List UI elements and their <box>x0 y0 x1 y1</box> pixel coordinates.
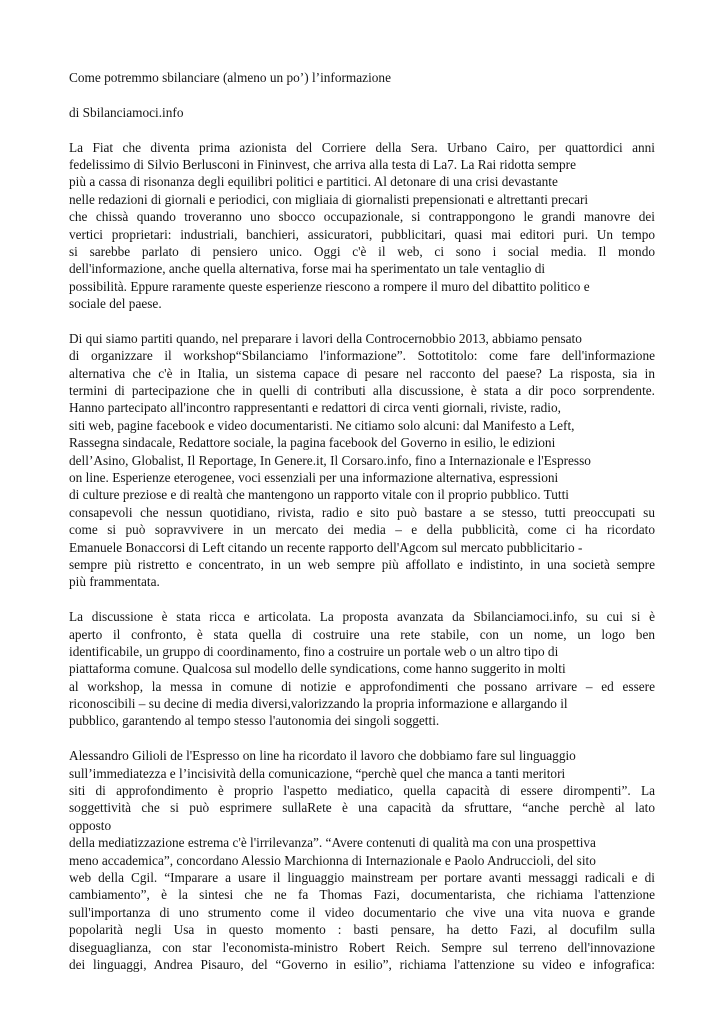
paragraph <box>69 747 655 973</box>
text-line: dell’Asino, Globalist, Il Reportage, In Genere.it, Il Corsaro.info, fino a Internazionale e l'Espresso <box>69 452 591 468</box>
text-line: dei linguaggi, Andrea Pisauro, del “Governo in esilio”, richiama l'attenzione su video e infografica: <box>69 956 655 972</box>
text-line: termini di partecipazione che in quelli di contributi alla discussione, è stata a dir poco sorprendente. <box>69 383 655 399</box>
spacer <box>69 312 655 329</box>
text-line: siti di approfondimento è proprio l'aspetto mediatico, quella capacità di essere dirompenti”. La <box>69 783 655 799</box>
text-line: Emanuele Bonaccorsi di Left citando un recente rapporto dell'Agcom sul mercato pubblicitario - <box>69 539 583 555</box>
text-line: di organizzare il workshop“Sbilanciamo l'informazione”. Sottotitolo: come fare dell'informazione <box>69 348 655 364</box>
document-body <box>69 139 655 974</box>
text-line: consapevoli che nessun quotidiano, rivista, radio e sito può bastare a se stesso, tutti preoccupati su <box>69 504 655 520</box>
spacer <box>69 86 655 103</box>
text-line: sull’immediatezza e l’incisività della comunicazione, “perchè quel che manca a tanti meritori <box>69 765 566 781</box>
paragraph <box>69 139 655 313</box>
text-line: sempre più ristretto e concentrato, in un web sempre più affollato e indistinto, in una società sempre <box>69 556 655 572</box>
text-line: riconoscibili – su decine di media diversi,valorizzando la propria informazione e allargando il <box>69 696 568 712</box>
text-line: di culture preziose e di realtà che mantengono un rapporto vitale con il proprio pubblico. Tutti <box>69 487 569 503</box>
text-line: Hanno partecipato all'incontro rappresentanti e redattori di circa venti giornali, riviste, radio, <box>69 400 561 416</box>
text-line: Rassegna sindacale, Redattore sociale, la pagina facebook del Governo in esilio, le edizioni <box>69 435 556 451</box>
text-line: più a cassa di risonanza degli equilibri politici e partitici. Al detonare di una crisi devastante <box>69 174 558 190</box>
spacer <box>69 121 655 138</box>
text-line: si sarebbe parlato di pensiero unico. Oggi c'è il web, ci sono i social media. Il mondo <box>69 243 655 259</box>
text-line: sull'importanza di uno strumento come il video documentario che vive una vita nuova e grande <box>69 904 655 920</box>
spacer <box>69 591 655 608</box>
text-line: della mediatizzazione estrema c'è l'irrilevanza”. “Avere contenuti di qualità ma con una prospettiva <box>69 835 596 851</box>
text-line: pubblico, garantendo al tempo stesso l'autonomia dei singoli soggetti. <box>69 713 440 729</box>
spacer <box>69 730 655 747</box>
text-line: sociale del paese. <box>69 296 162 312</box>
text-line: cambiamento”, è la sintesi che ne fa Thomas Fazi, documentarista, che richiama l'attenzione <box>69 887 655 903</box>
text-line: Alessandro Gilioli de l'Espresso on line ha ricordato il lavoro che dobbiamo fare sul linguaggio <box>69 748 576 764</box>
text-line: più frammentata. <box>69 574 160 590</box>
text-line: alternativa che c'è in Italia, un sistema capace di pesare nel racconto del paese? La risposta, sia in <box>69 365 655 381</box>
text-line: fedelissimo di Silvio Berlusconi in Fininvest, che arriva alla testa di La7. La Rai ridotta sempre <box>69 156 577 172</box>
text-line: dell'informazione, anche quella alternativa, forse mai ha sperimentato un tale ventaglio di <box>69 261 546 277</box>
text-line: La Fiat che diventa prima azionista del Corriere della Sera. Urbano Cairo, per quattordici anni <box>69 139 655 155</box>
paragraph <box>69 330 655 591</box>
text-line: soggettività che si può esprimere sullaRete è una capacità da sfruttare, “anche perchè al lato <box>69 800 655 816</box>
document-title: Come potremmo sbilanciare (almeno un po’) l’informazione <box>69 70 391 85</box>
text-line: web della Cgil. “Imparare a usare il linguaggio mainstream per portare avanti messaggi radicali e di <box>69 869 655 885</box>
text-line: come si può sopravvivere in un mercato dei media – e della pubblicità, come ci ha ricordato <box>69 522 655 538</box>
text-line: piattaforma comune. Qualcosa sul modello delle syndications, come hanno suggerito in molti <box>69 661 566 677</box>
text-line: possibilità. Eppure raramente queste esperienze riescono a rompere il muro del dibattito politico e <box>69 278 590 294</box>
text-line: diseguaglianza, con star l'economista-ministro Robert Reich. Sempre sul terreno dell'innovazione <box>69 939 655 955</box>
text-line: Di qui siamo partiti quando, nel preparare i lavori della Controcernobbio 2013, abbiamo pensato <box>69 330 582 346</box>
text-line: La discussione è stata ricca e articolata. La proposta avanzata da Sbilanciamoci.info, su cui si è <box>69 609 655 625</box>
text-line: on line. Esperienze eterogenee, voci essenziali per una informazione alternativa, espressioni <box>69 469 559 485</box>
document-byline: di Sbilanciamoci.info <box>69 104 184 120</box>
text-line: aperto il confronto, è stata quella di costruire una rete stabile, con un nome, un logo ben <box>69 626 655 642</box>
text-line: meno accademica”, concordano Alessio Marchionna di Internazionale e Paolo Andruccioli, del sito <box>69 852 596 868</box>
text-line: nelle redazioni di giornali e periodici, con migliaia di giornalisti prepensionati e altrettanti precari <box>69 191 589 207</box>
text-line: popolarità negli Usa in questo momento : basti pensare, ha detto Fazi, al docufilm sulla <box>69 922 655 938</box>
text-line: siti web, pagine facebook e video documentaristi. Ne citiamo solo alcuni: dal Manifesto a Left, <box>69 417 575 433</box>
text-line: identificabile, un gruppo di coordinamento, fino a costruire un portale web o un altro tipo di <box>69 643 559 659</box>
paragraph <box>69 608 655 730</box>
text-line: che chissà quando troveranno uno sbocco occupazionale, si contrappongono le grandi manovre dei <box>69 209 655 225</box>
text-line: vertici proprietari: industriali, banchieri, assicuratori, pubblicitari, quasi mai editori puri. Un tempo <box>69 226 655 242</box>
text-line: opposto <box>69 817 112 833</box>
text-line: al workshop, la messa in comune di notizie e approfondimenti che possano arrivare – ed essere <box>69 678 655 694</box>
document-page <box>69 69 655 973</box>
